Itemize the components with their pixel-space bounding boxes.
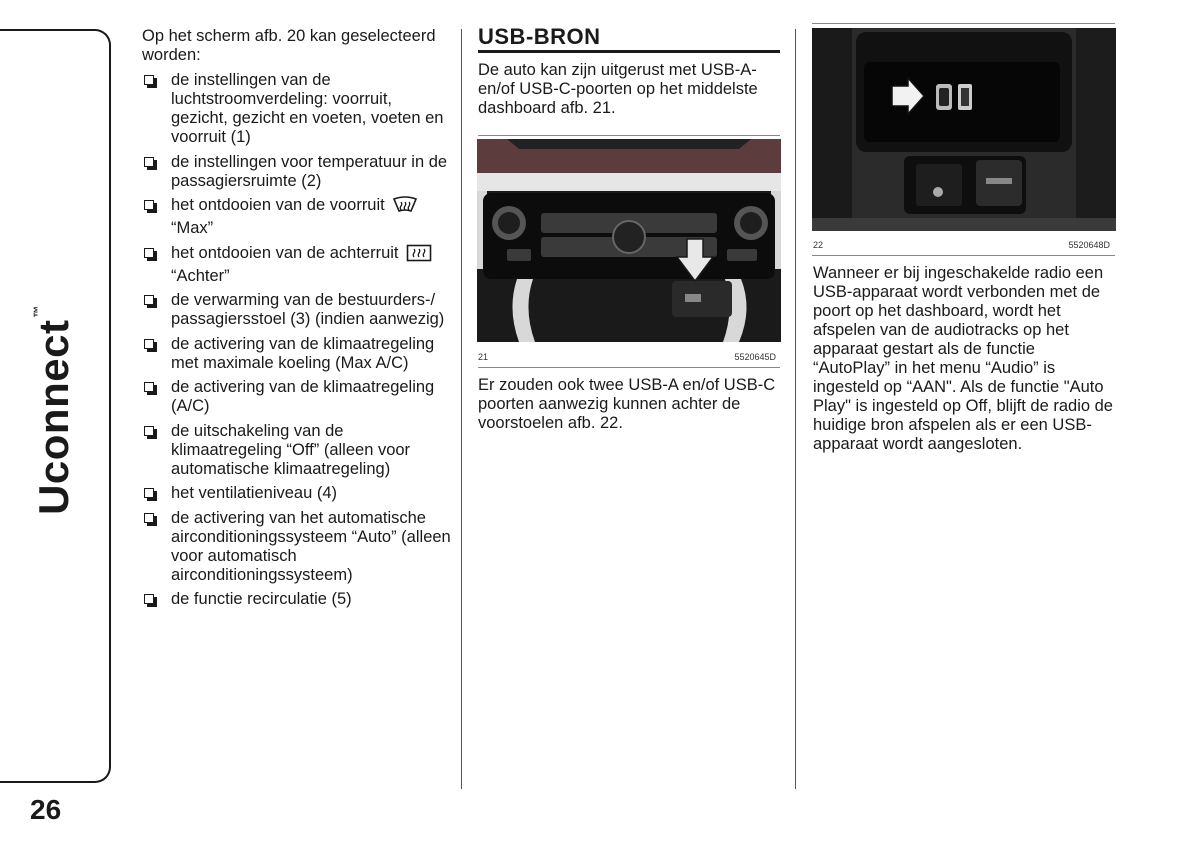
intro-text: Op het scherm afb. 20 kan geselecteerd worden:	[142, 27, 436, 64]
list-item: de activering van de klimaatregeling (A/C)	[142, 378, 452, 416]
checkbox-bullet-icon	[144, 382, 154, 392]
autoplay-paragraph: Wanneer er bij ingeschakelde radio een USB-apparaat wordt verbonden met de poort op het dashboard, wordt het afspelen van de audiotracks op het apparaat gestart als de functie “AutoPlay” in het menu “Audio” is ingesteld op “AAN". Als de functie "Auto Play" is ingesteld op Off, blijft de radio de huidige bron afspelen als er een USB-apparaat wordt aangesloten.	[813, 264, 1113, 453]
column-1	[142, 27, 452, 615]
checkbox-bullet-icon	[144, 594, 154, 604]
list-item: de instellingen van de luchtstroomverdeling: voorruit, gezicht, gezicht en voeten, voeten en voorruit (1)	[142, 71, 452, 147]
column-divider	[461, 29, 462, 789]
column-divider	[795, 29, 796, 789]
figure-22-caption	[813, 240, 1110, 252]
list-item: de instellingen voor temperatuur in de passagiersruimte (2)	[142, 153, 452, 191]
section-heading: USB-BRON	[478, 24, 601, 49]
figure-number: 21	[478, 352, 489, 362]
checkbox-bullet-icon	[144, 339, 154, 349]
figure-bottom-rule	[812, 255, 1115, 256]
list-item: de uitschakeling van de klimaatregeling “Off” (alleen voor automatische klimaatregeling)	[142, 422, 452, 479]
checkbox-bullet-icon	[144, 426, 154, 436]
rear-usb-paragraph: Er zouden ook twee USB-A en/of USB-C poorten aanwezig kunnen achter de voorstoelen afb. 22.	[478, 376, 776, 432]
figure-bottom-rule	[478, 367, 780, 368]
trademark-symbol: ™	[31, 305, 45, 318]
checkbox-bullet-icon	[144, 488, 154, 498]
section-title: Uconnect™	[30, 305, 77, 515]
page-number: 26	[30, 794, 62, 825]
checkbox-bullet-icon	[144, 248, 154, 258]
figure-21-caption	[478, 352, 776, 364]
checkbox-bullet-icon	[144, 200, 154, 210]
list-item: het ontdooien van de achterruit “Achter”	[142, 244, 452, 286]
figure-top-rule	[812, 23, 1115, 24]
list-item: de activering van het automatische airconditioningssysteem “Auto” (alleen voor automatisch airconditioningssysteem)	[142, 509, 452, 585]
checkbox-bullet-icon	[144, 75, 154, 85]
list-item: het ventilatieniveau (4)	[142, 484, 452, 503]
figure-top-rule	[478, 135, 780, 136]
list-item: het ontdooien van de voorruit “Max”	[142, 196, 452, 238]
figure-22-rear-usb-photo	[812, 28, 1116, 231]
heading-underline	[478, 50, 780, 53]
figure-code: 5520648D	[1068, 240, 1110, 250]
figure-21-dashboard-photo	[477, 139, 781, 342]
list-item: de functie recirculatie (5)	[142, 590, 452, 609]
windshield-defrost-icon	[392, 196, 418, 219]
checkbox-bullet-icon	[144, 295, 154, 305]
figure-code: 5520645D	[734, 352, 776, 362]
figure-number: 22	[813, 240, 824, 250]
checkbox-bullet-icon	[144, 513, 154, 523]
list-item: de activering van de klimaatregeling met maximale koeling (Max A/C)	[142, 335, 452, 373]
rear-window-defrost-icon	[406, 244, 432, 267]
usb-intro-paragraph: De auto kan zijn uitgerust met USB-A- en/of USB-C-poorten op het middelste dashboard afb. 21.	[478, 61, 758, 117]
list-item: de verwarming van de bestuurders-/ passagiersstoel (3) (indien aanwezig)	[142, 291, 452, 329]
checkbox-bullet-icon	[144, 157, 154, 167]
settings-list	[142, 71, 452, 609]
